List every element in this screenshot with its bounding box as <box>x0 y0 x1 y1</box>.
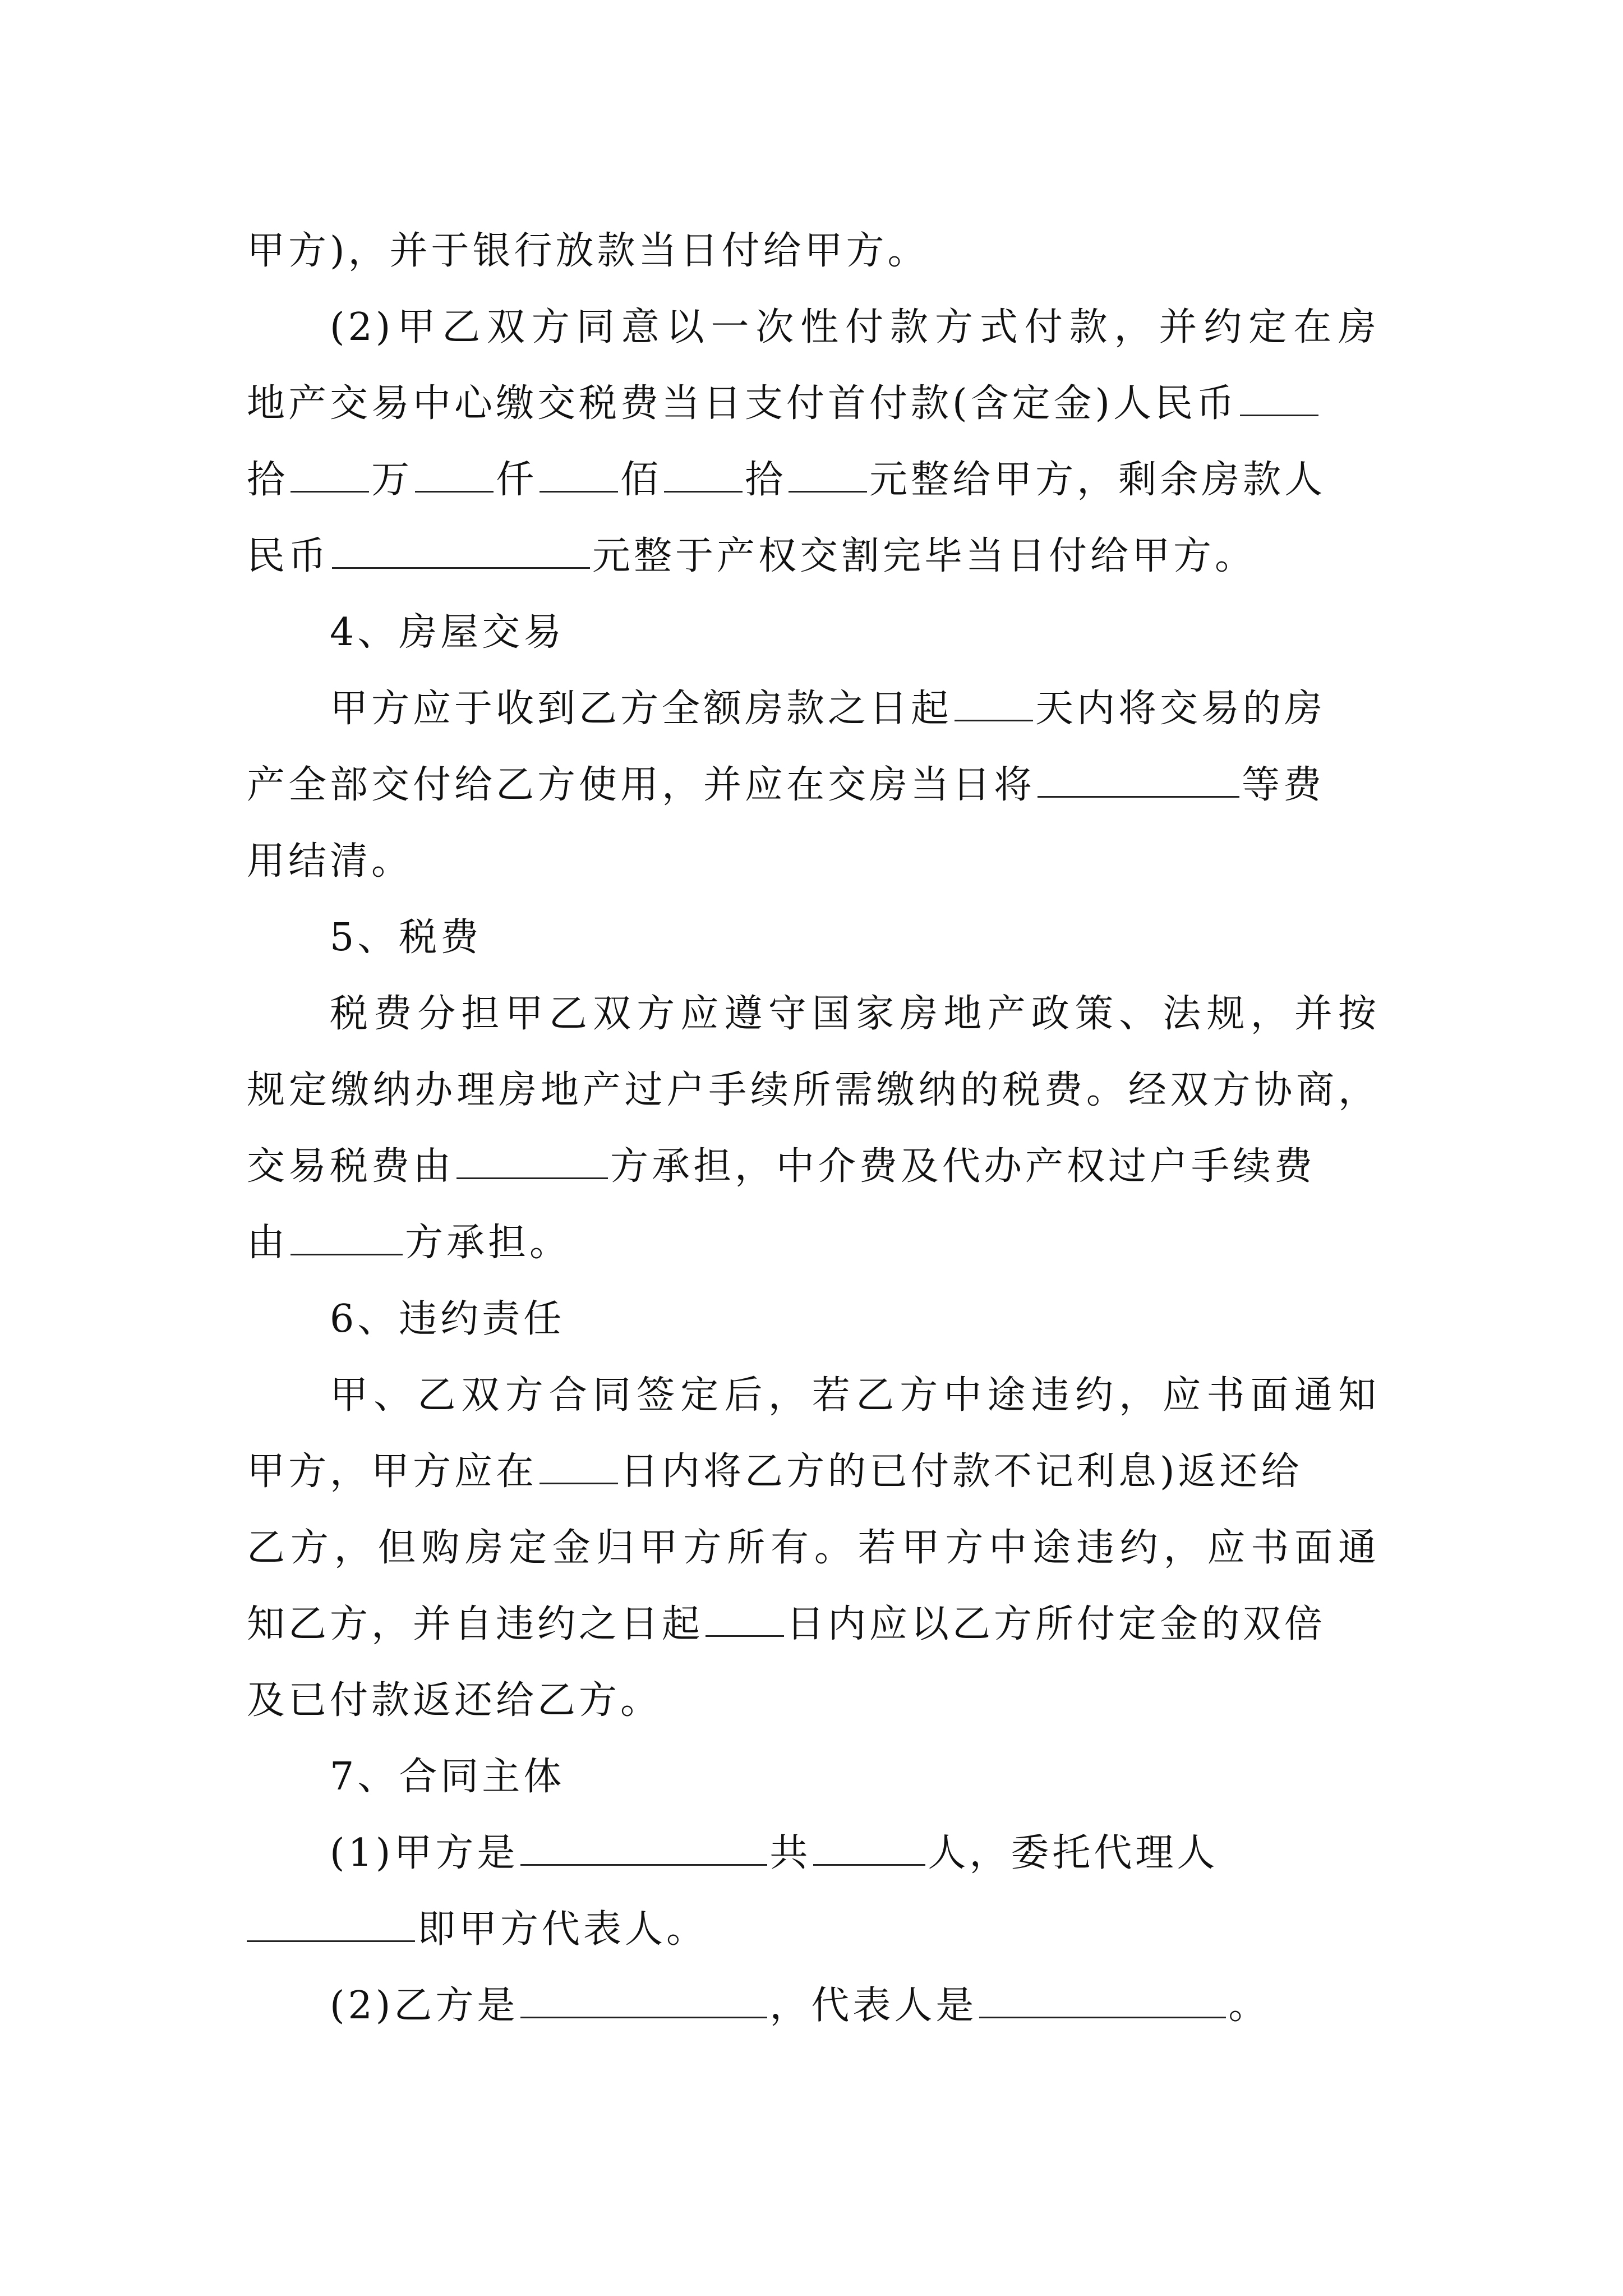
paragraph-line <box>247 1586 1380 1663</box>
contract-body <box>247 213 1380 2044</box>
text-run: 天内将交易的房 <box>1035 687 1326 731</box>
text-run: 方承担。 <box>405 1221 571 1265</box>
text-run: 等费 <box>1242 763 1325 807</box>
paragraph-line <box>247 518 1380 595</box>
text-run: 用结清。 <box>247 839 413 884</box>
paragraph-line <box>247 1510 1380 1586</box>
text-run: 方承担，中介费及代办产权过户手续费 <box>610 1144 1316 1189</box>
text-run: ，代表人是 <box>769 1984 978 2028</box>
fill-blank <box>247 1900 415 1942</box>
text-run: 佰 <box>620 458 662 502</box>
text-run: 元整于产权交割完毕当日付给甲方。 <box>592 534 1257 578</box>
paragraph-line <box>247 1205 1380 1281</box>
text-run: 及已付款返还给乙方。 <box>247 1678 662 1723</box>
text-run: 乙方，但购房定金归甲方所有。若甲方中途违约，应书面通 <box>247 1526 1380 1570</box>
fill-blank <box>540 450 618 493</box>
text-run: 5、税费 <box>330 915 482 960</box>
text-run: (2)甲乙双方同意以一次性付款方式付款，并约定在房 <box>330 305 1380 349</box>
text-run: 。 <box>1228 1984 1270 2028</box>
text-run: 6、违约责任 <box>330 1297 565 1341</box>
fill-blank <box>706 1595 784 1637</box>
text-run: 由 <box>247 1221 289 1265</box>
paragraph-line <box>247 1434 1380 1510</box>
text-run: 知乙方，并自违约之日起 <box>247 1602 704 1646</box>
text-run: 万 <box>371 458 413 502</box>
paragraph-line <box>247 747 1380 823</box>
fill-blank <box>520 1824 767 1866</box>
paragraph-line <box>247 1815 1380 1892</box>
section-heading <box>247 595 1380 671</box>
paragraph-line <box>247 671 1380 747</box>
text-run: 甲方应于收到乙方全额房款之日起 <box>330 687 953 731</box>
fill-blank <box>457 1137 608 1179</box>
fill-blank <box>291 450 369 493</box>
fill-blank <box>1038 756 1239 798</box>
text-run: 拾 <box>745 458 787 502</box>
paragraph-line <box>247 442 1380 518</box>
fill-blank <box>332 527 590 569</box>
paragraph-line <box>247 1129 1380 1205</box>
fill-blank <box>664 450 743 493</box>
text-run: 甲、乙双方合同签定后，若乙方中途违约，应书面通知 <box>330 1373 1380 1418</box>
text-run: 甲方)，并于银行放款当日付给甲方。 <box>247 229 929 273</box>
paragraph-line <box>247 1892 1380 1968</box>
fill-blank <box>955 679 1033 721</box>
text-run: 税费分担甲乙双方应遵守国家房地产政策、法规，并按 <box>330 992 1380 1036</box>
text-run: 7、合同主体 <box>330 1755 565 1799</box>
fill-blank <box>979 1976 1226 2018</box>
text-run: 即甲方代表人。 <box>417 1907 708 1952</box>
text-run: 人，委托代理人 <box>928 1831 1219 1875</box>
paragraph-line <box>247 1358 1380 1434</box>
fill-blank <box>291 1213 403 1255</box>
fill-blank <box>789 450 867 493</box>
text-run: 仟 <box>496 458 538 502</box>
section-heading <box>247 900 1380 976</box>
paragraph-line <box>247 976 1380 1052</box>
section-heading <box>247 1739 1380 1815</box>
text-run: 日内将乙方的已付款不记利息)返还给 <box>620 1450 1303 1494</box>
paragraph-line <box>247 366 1380 442</box>
text-run: 民币 <box>247 534 330 578</box>
text-run: 共 <box>769 1831 811 1875</box>
text-run: (2)乙方是 <box>330 1984 519 2028</box>
text-run: 拾 <box>247 458 289 502</box>
section-heading <box>247 1281 1380 1358</box>
fill-blank <box>415 450 494 493</box>
fill-blank <box>540 1442 618 1484</box>
text-run: 元整给甲方，剩余房款人 <box>869 458 1326 502</box>
paragraph-line <box>247 289 1380 366</box>
fill-blank <box>1240 374 1318 416</box>
paragraph-line <box>247 1663 1380 1739</box>
text-run: 日内应以乙方所付定金的双倍 <box>786 1602 1326 1646</box>
text-run: 地产交易中心缴交税费当日支付首付款(含定金)人民币 <box>247 381 1238 426</box>
text-run: 甲方，甲方应在 <box>247 1450 538 1494</box>
text-run: 规定缴纳办理房地产过户手续所需缴纳的税费。经双方协商， <box>247 1068 1380 1112</box>
paragraph-line <box>247 1052 1380 1129</box>
text-run: 交易税费由 <box>247 1144 455 1189</box>
paragraph-line <box>247 1968 1380 2044</box>
text-run: (1)甲方是 <box>330 1831 519 1875</box>
paragraph-line <box>247 823 1380 900</box>
paragraph-line <box>247 213 1380 289</box>
text-run: 产全部交付给乙方使用，并应在交房当日将 <box>247 763 1036 807</box>
fill-blank <box>520 1976 767 2018</box>
text-run: 4、房屋交易 <box>330 610 565 655</box>
fill-blank <box>813 1824 925 1866</box>
